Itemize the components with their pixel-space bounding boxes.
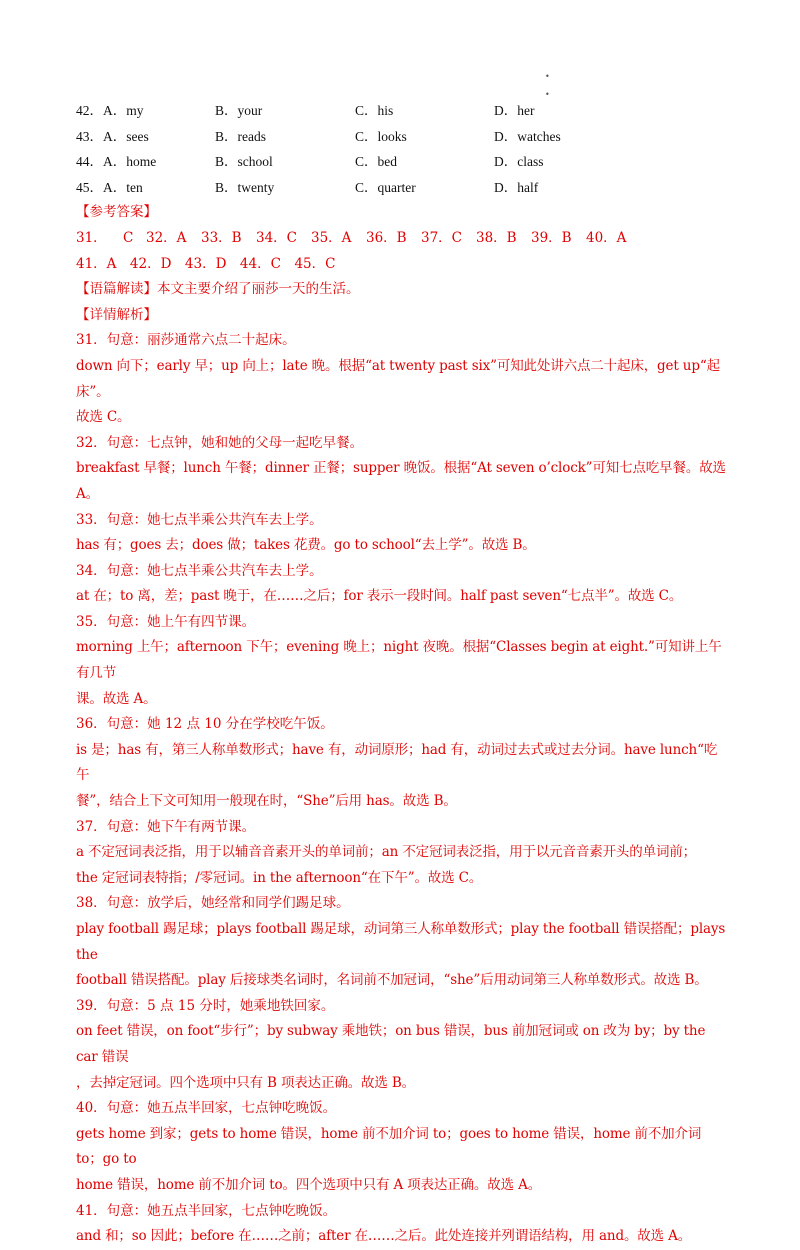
item-explain: 故选 C。 [76, 409, 131, 426]
item-explain: at 在；to 离，差；past 晚于，在……之后；for 表示一段时间。half past seven“七点半”。故选 C。 [76, 588, 683, 605]
reading-text: 本文主要介绍了丽莎一天的生活。 [157, 281, 360, 298]
answer-header: 【参考答案】 [76, 204, 157, 221]
item-explain: is 是；has 有，第三人称单数形式；have 有，动词原形；had 有，动词过去式或过去分词。have lunch“吃午 [76, 741, 718, 784]
answer-item: 40．A [586, 229, 627, 246]
option-a-text: A．ten [103, 179, 143, 195]
item-explain: home 错误，home 前不加介词 to。四个选项中只有 A 项表达正确。故选 A。 [76, 1176, 542, 1193]
analysis-item [76, 1199, 726, 1250]
item-explain: the 定冠词表特指；/零冠词。in the afternoon“在下午”。故选 C。 [76, 869, 483, 886]
option-b: B．twenty [215, 179, 275, 195]
option-c: C．his [355, 103, 394, 118]
analysis-item [76, 815, 726, 892]
option-b: B．your [215, 103, 263, 118]
item-explain: a 不定冠词表泛指，用于以辅音音素开头的单词前；an 不定冠词表泛指，用于以元音音素开头的单词前； [76, 844, 697, 861]
item-explain: 餐”，结合上下文可知用一般现在时，“She”后用 has。故选 B。 [76, 793, 457, 810]
option-row [76, 149, 726, 175]
decorative-dots: • • [545, 72, 550, 99]
option-c: C．bed [355, 154, 397, 170]
item-explain: on feet 错误，on foot“步行”；by subway 乘地铁；on bus 错误，bus 前加冠词或 on 改为 by；by the car 错误 [76, 1023, 706, 1065]
answer-item: 33．B [201, 229, 242, 246]
item-explain: gets home 到家；gets to home 错误，home 前不加介词 to；goes to home 错误，home 前不加介词 to；go to [76, 1125, 702, 1168]
answer-item: 31． [76, 229, 107, 246]
answer-item: 37．C [421, 229, 463, 246]
item-explain: ，去掉定冠词。四个选项中只有 B 项表达正确。故选 B。 [76, 1074, 416, 1091]
item-explain: 课。故选 A。 [76, 690, 157, 707]
item-explain: football 错误搭配。play 后接球类名词时，名词前不加冠词，“she”后用动词第三人称单数形式。故选 B。 [76, 972, 708, 989]
item-sentence: 38．句意：放学后，她经常和同学们踢足球。 [76, 895, 350, 912]
item-explain: and 和；so 因此；before 在……之前；after 在……之后。此处连接并列谓语结构，用 and。故选 A。 [76, 1228, 692, 1245]
option-a-text: A．my [103, 103, 144, 118]
item-explain: morning 上午；afternoon 下午；evening 晚上；night 夜晚。根据“Classes begin at eight.”可知讲上午有几节 [76, 639, 722, 682]
answer-item: 35．A [311, 229, 352, 246]
item-sentence: 31．句意：丽莎通常六点二十起床。 [76, 332, 296, 349]
answer-item: C [123, 229, 134, 246]
analysis-item [76, 994, 726, 1096]
option-a-text: A．sees [103, 128, 149, 144]
option-a [76, 175, 143, 201]
item-explain: breakfast 早餐；lunch 午餐；dinner 正餐；supper 晚饭。根据“At seven o’clock”可知七点吃早餐。故选 A。 [76, 460, 726, 502]
analysis-item [76, 1096, 726, 1198]
item-sentence: 39．句意：5 点 15 分时，她乘地铁回家。 [76, 997, 335, 1014]
option-d: D．class [494, 154, 544, 170]
answer-item: 34．C [256, 229, 298, 246]
analysis-item [76, 508, 726, 559]
answer-item: 39．B [531, 229, 572, 246]
option-b: B．school [215, 154, 273, 170]
reading-summary [76, 277, 726, 303]
answer-item: 32．A [146, 229, 187, 246]
item-sentence: 35．句意：她上午有四节课。 [76, 613, 256, 630]
option-d: D．half [494, 179, 539, 195]
analysis-item [76, 712, 726, 814]
analysis-item [76, 328, 726, 430]
answer-item: 36．B [366, 229, 407, 246]
question-number: 42． [76, 103, 103, 118]
answer-row-2: 41．A 42．D 43．D 44．C 45．C [76, 255, 336, 272]
item-sentence: 36．句意：她 12 点 10 分在学校吃午饭。 [76, 716, 334, 733]
option-a [76, 124, 149, 150]
option-row [76, 98, 726, 124]
item-sentence: 33．句意：她七点半乘公共汽车去上学。 [76, 511, 323, 528]
option-d: D．her [494, 103, 535, 118]
item-sentence: 34．句意：她七点半乘公共汽车去上学。 [76, 562, 323, 579]
option-a-text: A．home [103, 154, 157, 170]
item-sentence: 40．句意：她五点半回家，七点钟吃晚饭。 [76, 1100, 337, 1117]
option-a [76, 98, 144, 124]
option-d: D．watches [494, 128, 561, 144]
analysis-item [76, 891, 726, 993]
analysis-item [76, 610, 726, 712]
analysis-item [76, 431, 726, 508]
analysis-list [76, 328, 726, 1249]
item-explain: play football 踢足球；plays football 踢足球，动词第三人称单数形式；play the football 错误搭配；plays the [76, 921, 726, 963]
answer-row-1 [76, 226, 726, 252]
option-b: B．reads [215, 128, 266, 144]
option-row [76, 175, 726, 201]
answer-item: 38．B [476, 229, 517, 246]
options-block [76, 98, 726, 200]
analysis-item [76, 559, 726, 610]
option-c: C．looks [355, 128, 407, 144]
option-c: C．quarter [355, 179, 416, 195]
question-number: 43． [76, 128, 103, 144]
document-page [76, 98, 726, 1250]
option-a [76, 149, 156, 175]
item-sentence: 37．句意：她下午有两节课。 [76, 818, 256, 835]
reading-header: 【语篇解读】 [76, 281, 157, 298]
item-sentence: 41．句意：她五点半回家，七点钟吃晚饭。 [76, 1202, 337, 1219]
detail-header: 【详情解析】 [76, 306, 157, 323]
item-explain: down 向下；early 早；up 向上；late 晚。根据“at twenty past six”可知此处讲六点二十起床，get up“起床”。 [76, 357, 720, 400]
question-number: 45． [76, 179, 103, 195]
question-number: 44． [76, 154, 103, 170]
item-sentence: 32．句意：七点钟，她和她的父母一起吃早餐。 [76, 434, 364, 451]
option-row [76, 124, 726, 150]
item-explain: has 有；goes 去；does 做；takes 花费。go to school“去上学”。故选 B。 [76, 537, 536, 554]
